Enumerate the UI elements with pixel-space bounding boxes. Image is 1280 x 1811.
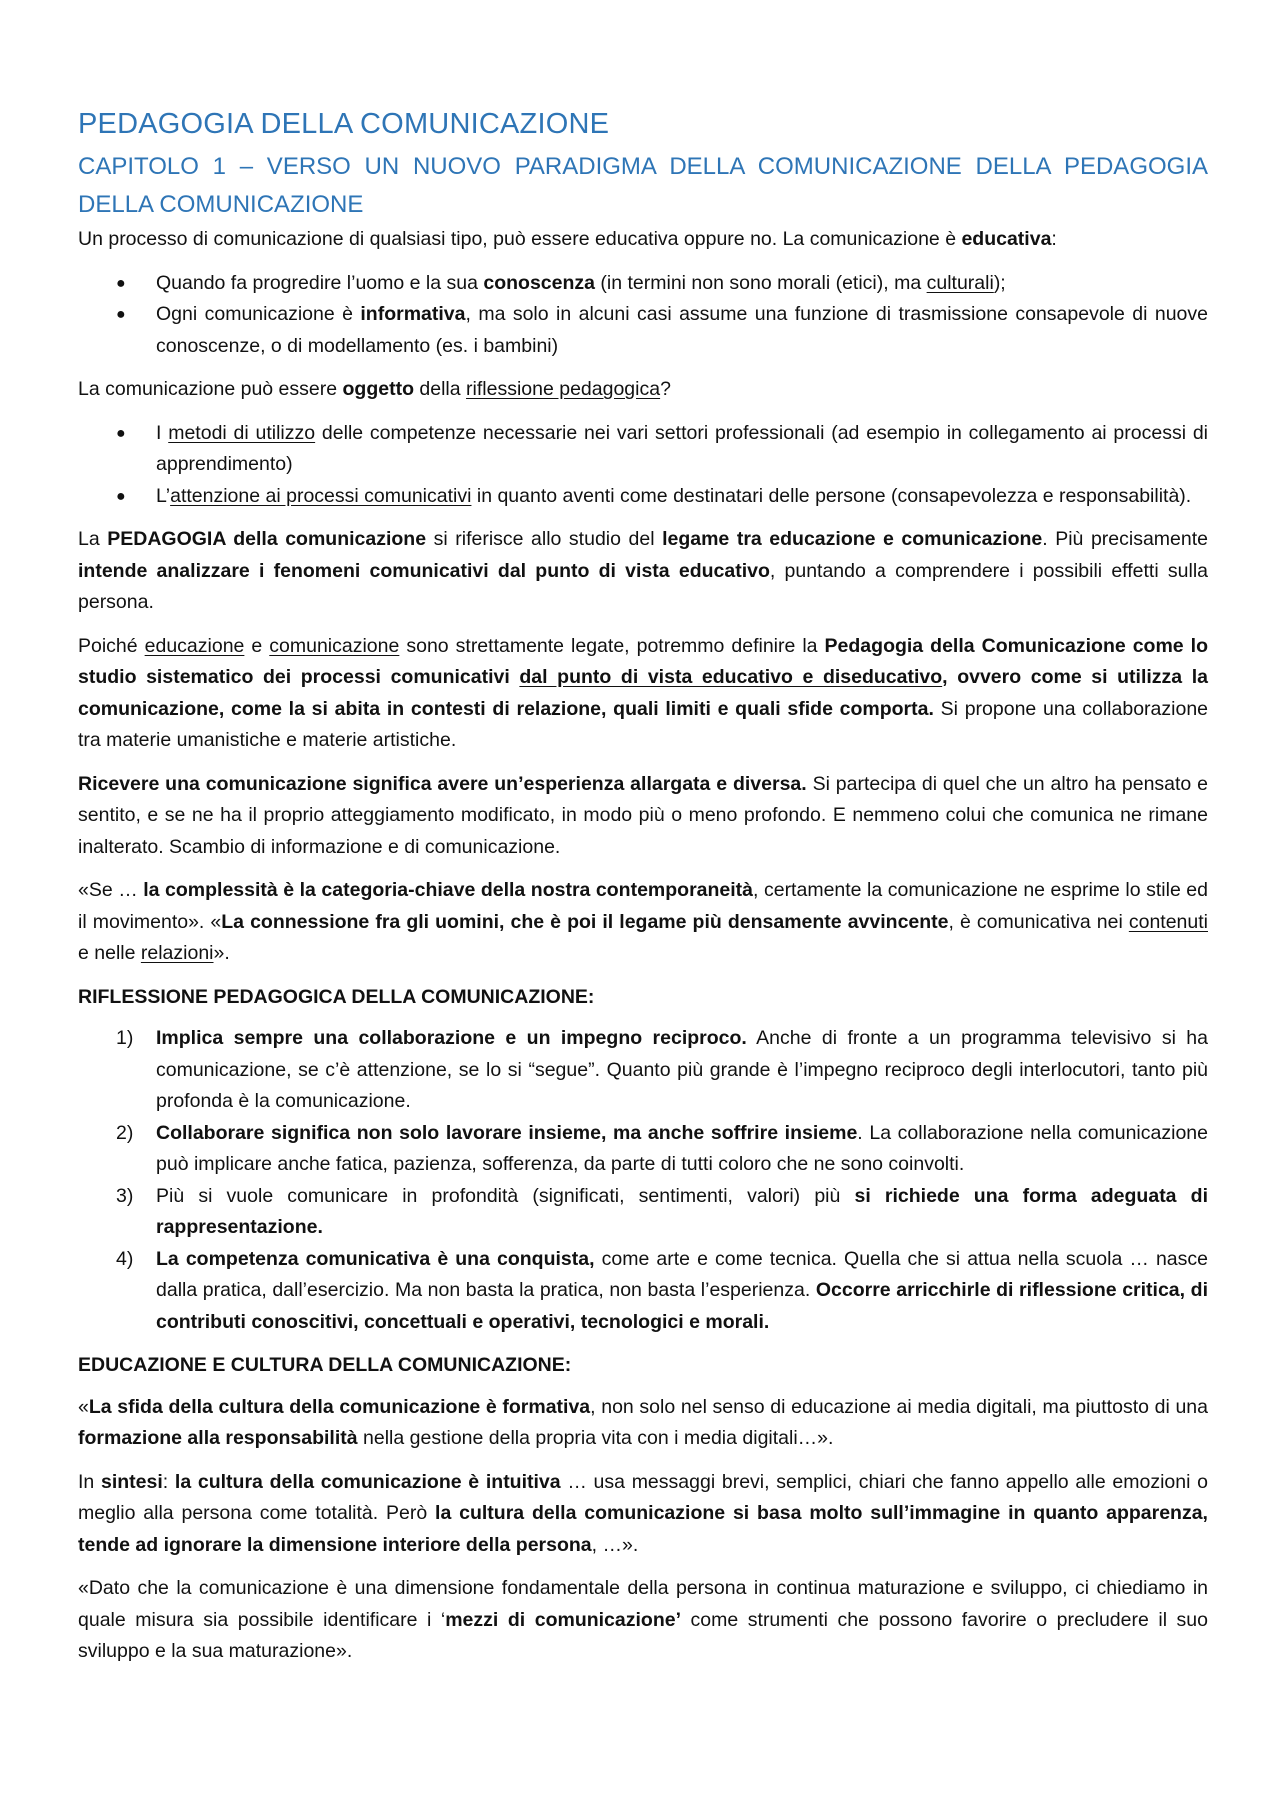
paragraph-synthesis: In sintesi: la cultura della comunicazione è intuitiva … usa messaggi brevi, semplici, chiari che fanno appello alle emozioni o meglio alla persona come totalità. Però la cultura della comunicazione si basa molto sull’immagine in quanto apparenza, tende ad ignorare la dimensione interiore della persona, …». — [78, 1470, 1209, 1556]
list-item: 3) Più si vuole comunicare in profondità (significati, sentimenti, valori) più si richiede una forma adeguata di rappresentazione. — [78, 1181, 1208, 1244]
list-item: ● L’attenzione ai processi comunicativi in quanto aventi come destinatari delle persone (consapevolezza e responsabilità). — [78, 481, 1208, 513]
bullet-list-2 — [78, 418, 1208, 513]
document-page — [78, 104, 1208, 1680]
paragraph-education-communication: Poiché educazione e comunicazione sono strettamente legate, potremmo definire la Pedagogia della Comunicazione come lo studio sistematico dei processi comunicativi dal punto di vista educativo e diseducativo, ovvero come si utilizza la comunicazione, come la si abita in contesti di relazione, quali limiti e quali sfide comporta. Si propone una collaborazione tra materie umanistiche e materie artistiche. — [78, 634, 1209, 751]
paragraph-intro: Un processo di comunicazione di qualsiasi tipo, può essere educativa oppure no. La comunicazione è educativa: — [78, 228, 1057, 250]
paragraph-formative-challenge: «La sfida della cultura della comunicazione è formativa, non solo nel senso di educazione ai media digitali, ma piuttosto di una formazione alla responsabilità nella gestione della propria vita con i media digitali…». — [78, 1395, 1208, 1449]
document-title: PEDAGOGIA DELLA COMUNICAZIONE — [78, 108, 610, 140]
bullet-icon: ● — [116, 274, 126, 292]
numbered-list — [78, 1023, 1208, 1338]
bullet-icon: ● — [116, 487, 126, 505]
paragraph-question: La comunicazione può essere oggetto della riflessione pedagogica? — [78, 378, 671, 400]
list-number: 2) — [116, 1121, 134, 1144]
list-item: 1) Implica sempre una collaborazione e un impegno reciproco. Anche di fronte a un programma televisivo si ha comunicazione, se c’è attenzione, se lo si “segue”. Quanto più grande è l’impegno reciproco degli interlocutori, tanto più profonda è la comunicazione. — [78, 1023, 1208, 1118]
section-heading-reflection: RIFLESSIONE PEDAGOGICA DELLA COMUNICAZIONE: — [78, 985, 595, 1008]
paragraph-complexity-quote: «Se … la complessità è la categoria-chiave della nostra contemporaneità, certamente la comunicazione ne esprime lo stile ed il movimento». «La connessione fra gli uomini, che è poi il legame più densamente avvincente, è comunicativa nei contenuti e nelle relazioni». — [78, 879, 1208, 964]
list-item: 4) La competenza comunicativa è una conquista, come arte e come tecnica. Quella che si attua nella scuola … nasce dalla pratica, dall’esercizio. Ma non basta la pratica, non basta l’esperienza. Occorre arricchirle di riflessione critica, di contributi conoscitivi, concettuali e operativi, tecnologici e morali. — [78, 1244, 1208, 1339]
paragraph-pedagogy-definition: La PEDAGOGIA della comunicazione si riferisce allo studio del legame tra educazione e comunicazione. Più precisamente intende analizzare i fenomeni comunicativi dal punto di vista educativo, puntando a comprendere i possibili effetti sulla persona. — [78, 528, 1209, 613]
bullet-list-1 — [78, 268, 1208, 363]
list-item: ● I metodi di utilizzo delle competenze necessarie nei vari settori professionali (ad esempio in collegamento ai processi di apprendimento) — [78, 418, 1208, 481]
bullet-icon: ● — [116, 424, 126, 442]
bullet-icon: ● — [116, 306, 126, 323]
paragraph-media-quote: «Dato che la comunicazione è una dimensione fondamentale della persona in continua maturazione e sviluppo, ci chiediamo in quale misura sia possibile identificare i ‘mezzi di comunicazione’ come strumenti che possono favorire o precludere il suo sviluppo e la sua maturazione». — [78, 1577, 1208, 1662]
list-item: ● Quando fa progredire l’uomo e la sua conoscenza (in termini non sono morali (etici), ma culturali); — [78, 268, 1208, 300]
list-item: 2) Collaborare significa non solo lavorare insieme, ma anche soffrire insieme. La collaborazione nella comunicazione può implicare anche fatica, pazienza, sofferenza, da parte di tutti coloro che ne sono coinvolti. — [78, 1118, 1208, 1181]
list-number: 3) — [116, 1184, 134, 1207]
section-heading-culture: EDUCAZIONE E CULTURA DELLA COMUNICAZIONE: — [78, 1354, 572, 1376]
list-number: 1) — [116, 1027, 134, 1049]
list-number: 4) — [116, 1247, 134, 1270]
paragraph-receive-communication: Ricevere una comunicazione significa avere un’esperienza allargata e diversa. Si partecipa di quel che un altro ha pensato e sentito, e se ne ha il proprio atteggiamento modificato, in modo più o meno profondo. E nemmeno colui che comunica ne rimane inalterato. Scambio di informazione e di comunicazione. — [78, 772, 1208, 858]
chapter-heading: CAPITOLO 1 – VERSO UN NUOVO PARADIGMA DELLA COMUNICAZIONE DELLA PEDAGOGIA DELLA COMUNICAZIONE — [78, 153, 1208, 218]
list-item: ● Ogni comunicazione è informativa, ma solo in alcuni casi assume una funzione di trasmissione consapevole di nuove conoscenze, o di modellamento (es. i bambini) — [78, 299, 1208, 362]
